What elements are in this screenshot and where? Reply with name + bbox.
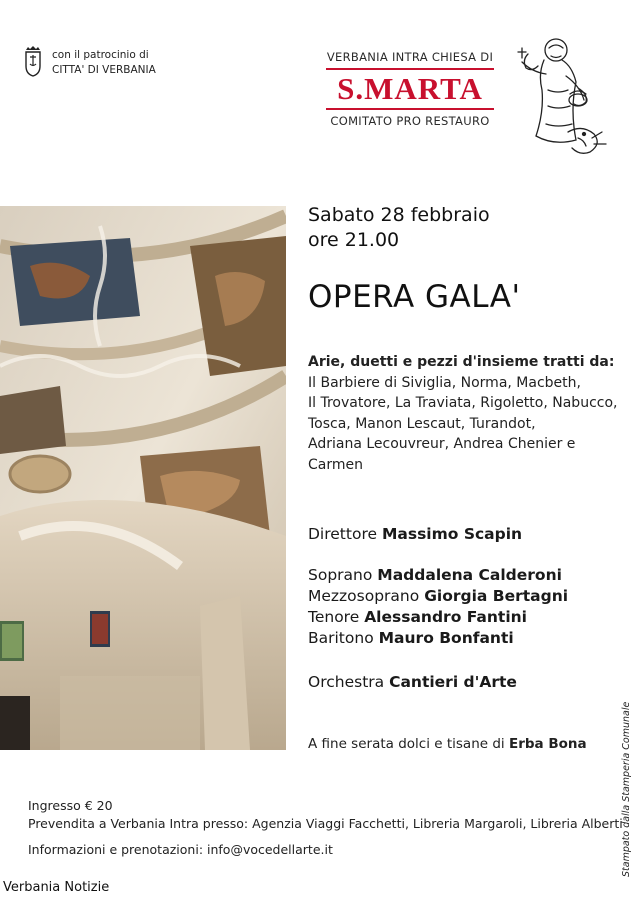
- singer-credit: [308, 607, 568, 628]
- singer-credit: [308, 565, 568, 586]
- director-credit: [308, 524, 522, 545]
- watermark: Verbania Notizie: [3, 880, 110, 895]
- ticket-price: Ingresso € 20: [28, 798, 113, 813]
- patronage-block: [22, 44, 222, 84]
- credit-role: Soprano: [308, 566, 373, 584]
- credit-role: Direttore: [308, 525, 378, 543]
- singer-credit: [308, 628, 568, 649]
- event-datetime: [308, 203, 490, 253]
- credit-name: Mauro Bonfanti: [378, 629, 514, 647]
- singers-list: [308, 565, 568, 649]
- church-ceiling-photo: [0, 206, 286, 750]
- program-line: Tosca, Manon Lescaut, Turandot,: [308, 415, 536, 432]
- church-name: S.MARTA: [337, 71, 483, 106]
- credit-name: Cantieri d'Arte: [389, 673, 517, 691]
- patronage-label: con il patrocinio di: [52, 49, 149, 61]
- credit-name: Massimo Scapin: [381, 525, 523, 543]
- dessert-note: [308, 736, 587, 752]
- credit-name: Alessandro Fantini: [364, 608, 527, 626]
- event-title: OPERA GALA': [308, 279, 521, 315]
- saint-marta-illustration: [508, 34, 612, 162]
- red-divider: [326, 68, 494, 70]
- program-line: Adriana Lecouvreur, Andrea Chenier e: [308, 436, 576, 452]
- city-crest-icon: [22, 44, 44, 78]
- credit-role: Tenore: [308, 608, 360, 626]
- orchestra-credit: [308, 672, 517, 693]
- credit-role: Orchestra: [308, 673, 385, 691]
- program-block: [308, 352, 618, 475]
- contact-info: Informazioni e prenotazioni: info@vocedellarte.it: [28, 842, 333, 857]
- dessert-sponsor: Erba Bona: [508, 736, 587, 752]
- program-line: Il Trovatore, La Traviata, Rigoletto, Nabucco,: [308, 395, 618, 411]
- church-committee: COMITATO PRO RESTAURO: [330, 114, 490, 128]
- program-lead: Arie, duetti e pezzi d'insieme tratti da:: [308, 354, 615, 370]
- credit-role: Mezzosoprano: [308, 587, 420, 605]
- credit-role: Baritono: [308, 629, 374, 647]
- event-date: Sabato 28 febbraio: [308, 204, 490, 226]
- printer-credit: Stampato dalla Stamperia Comunale: [621, 701, 632, 877]
- event-time: ore 21.00: [308, 229, 400, 251]
- singer-credit: [308, 586, 568, 607]
- footer-info: [28, 797, 623, 859]
- program-line: Il Barbiere di Siviglia, Norma, Macbeth,: [308, 374, 581, 391]
- red-divider: [326, 108, 494, 110]
- credit-name: Giorgia Bertagni: [424, 587, 569, 605]
- patronage-city: CITTA' DI VERBANIA: [52, 64, 156, 76]
- church-header: [320, 50, 500, 128]
- program-line: Carmen: [308, 456, 363, 473]
- credit-name: Maddalena Calderoni: [377, 566, 562, 584]
- church-location: VERBANIA INTRA CHIESA DI: [326, 50, 494, 64]
- dessert-text: A fine serata dolci e tisane di: [308, 736, 505, 752]
- presale-locations: Prevendita a Verbania Intra presso: Agenzia Viaggi Facchetti, Libreria Margaroli, Libreria Alberti: [28, 816, 623, 831]
